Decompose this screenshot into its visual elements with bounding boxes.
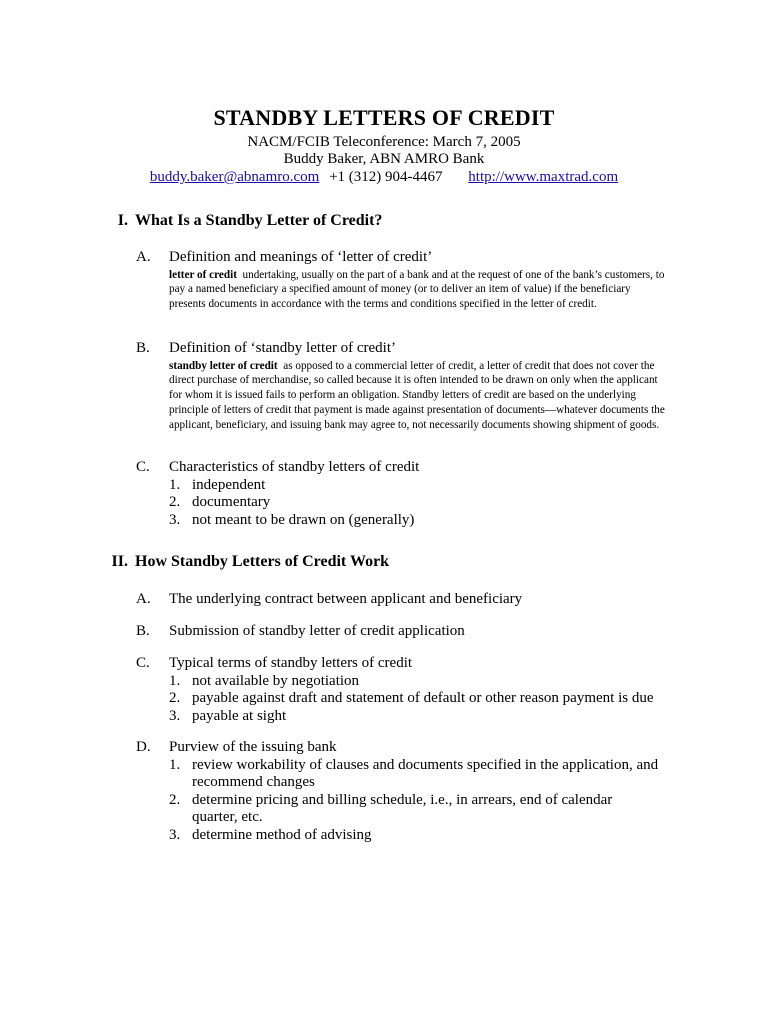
item-letter: B. <box>136 623 150 639</box>
item-letter: A. <box>136 591 151 607</box>
list-number: 3. <box>169 511 181 528</box>
list-text: independent <box>192 476 266 493</box>
author-line: Buddy Baker, ABN AMRO Bank <box>283 151 485 167</box>
list-number: 1. <box>169 476 181 493</box>
definition <box>169 359 669 433</box>
list-item <box>169 494 669 512</box>
list-item <box>169 477 669 495</box>
item-heading: Characteristics of standby letters of credit <box>169 459 420 475</box>
list-text: not meant to be drawn on (generally) <box>192 511 415 528</box>
item-letter: A. <box>136 249 151 265</box>
list-item <box>169 827 659 845</box>
item-letter: B. <box>136 340 150 356</box>
item-heading: Submission of standby letter of credit application <box>169 623 465 639</box>
list-item <box>169 690 669 708</box>
definition-text: undertaking, usually on the part of a bank and at the request of one of the bank’s customers, to pay a named beneficiary a specified amount of money (or to deliver an item of value) if the beneficiary presents documents in accordance with the terms and conditions specified in the letter of credit. <box>169 268 665 311</box>
terms-list <box>169 673 669 726</box>
item-heading: Definition of ‘standby letter of credit’ <box>169 340 397 356</box>
item-heading: Definition and meanings of ‘letter of credit’ <box>169 249 433 265</box>
website-link[interactable]: http://www.maxtrad.com <box>468 169 619 185</box>
contact-line <box>0 168 768 186</box>
section-title: What Is a Standby Letter of Credit? <box>135 212 383 229</box>
section-number: II. <box>111 553 128 570</box>
list-number: 1. <box>169 756 181 773</box>
item-heading: Typical terms of standby letters of credit <box>169 655 413 671</box>
purview-list <box>169 757 659 845</box>
list-text: payable at sight <box>192 707 287 724</box>
list-text: not available by negotiation <box>192 672 360 689</box>
list-item <box>169 792 659 827</box>
phone-number: +1 (312) 904-4467 <box>329 169 443 185</box>
item-letter: C. <box>136 655 150 671</box>
definition <box>169 268 669 312</box>
list-number: 2. <box>169 494 181 510</box>
characteristics-list <box>169 477 669 530</box>
list-text: documentary <box>192 494 271 510</box>
item-letter: D. <box>136 739 151 755</box>
list-number: 3. <box>169 707 181 724</box>
list-text: payable against draft and statement of default or other reason payment is due <box>192 690 654 706</box>
list-text: determine pricing and billing schedule, i.e., in arrears, end of calendar quarter, etc. <box>192 791 613 825</box>
list-number: 1. <box>169 672 181 689</box>
list-text: review workability of clauses and documents specified in the application, and recommend changes <box>192 756 659 790</box>
list-number: 2. <box>169 690 181 706</box>
list-item <box>169 708 669 726</box>
definition-term: standby letter of credit <box>169 359 278 372</box>
list-item <box>169 757 659 792</box>
item-heading: The underlying contract between applicant and beneficiary <box>169 591 523 607</box>
section-number: I. <box>117 212 128 229</box>
item-heading: Purview of the issuing bank <box>169 739 337 755</box>
list-text: determine method of advising <box>192 826 372 843</box>
document-header <box>0 104 768 186</box>
section-title: How Standby Letters of Credit Work <box>135 553 390 570</box>
document-title: STANDBY LETTERS OF CREDIT <box>213 105 555 130</box>
definition-text: as opposed to a commercial letter of credit, a letter of credit that does not cover the direct purchase of merchandise, so called because it is often intended to be drawn on only when the applicant for whom it is issued fails to perform an obligation. Standby letters of credit are based on the underlying principle of letters of credit that payment is made against presentation of documents—whatever documents the applicant, beneficiary, and issuing bank may agree to, not necessarily documents showing shipment of goods. <box>169 359 665 431</box>
definition-term: letter of credit <box>169 268 237 281</box>
conference-line: NACM/FCIB Teleconference: March 7, 2005 <box>247 134 521 150</box>
email-link[interactable]: buddy.baker@abnamro.com <box>149 169 320 185</box>
list-number: 3. <box>169 826 181 843</box>
list-item <box>169 512 669 530</box>
list-item <box>169 673 669 691</box>
item-letter: C. <box>136 459 150 475</box>
list-number: 2. <box>169 791 181 808</box>
